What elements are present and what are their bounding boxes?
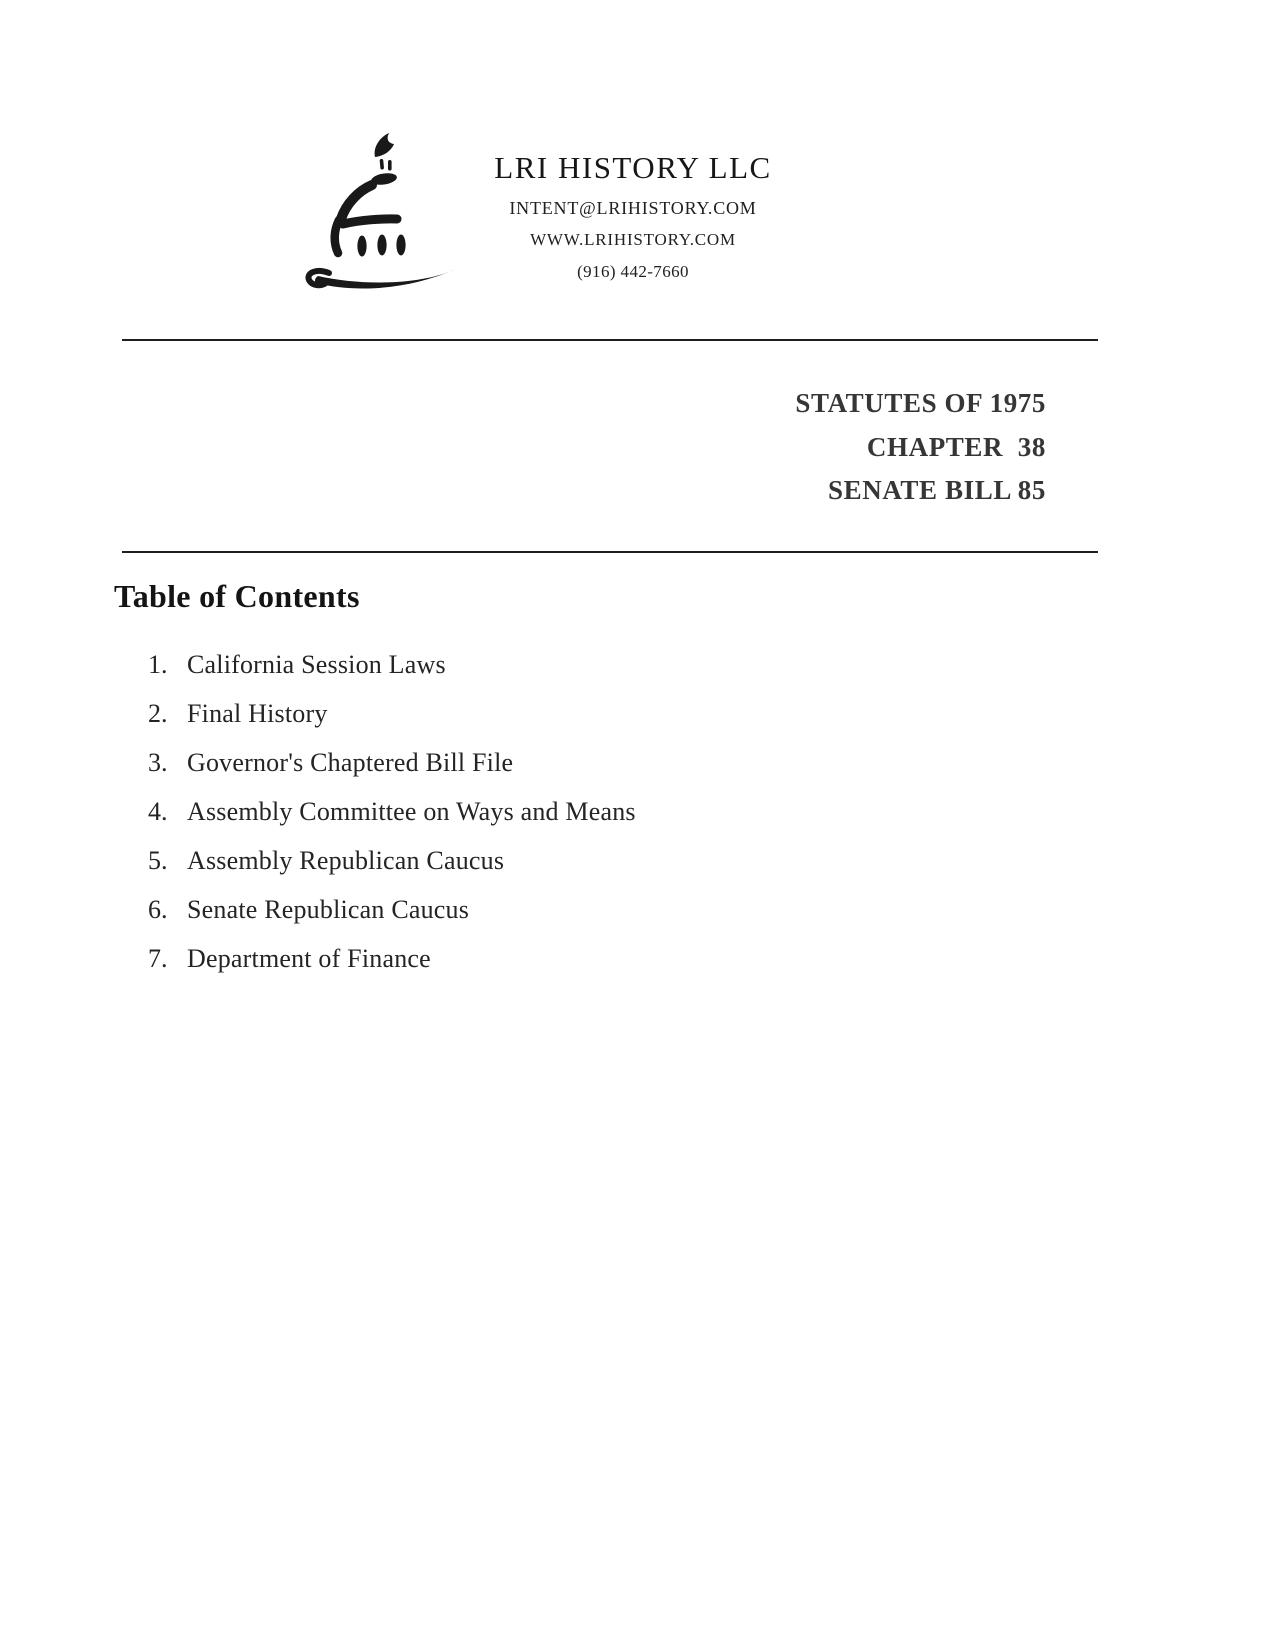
title-chapter-line: CHAPTER 38 [866,431,1046,462]
toc-item [148,798,636,826]
toc-item [148,651,636,679]
company-website: WWW.LRIHISTORY.COM [530,230,736,249]
toc-item-number: 6. [148,895,168,924]
toc-item-label: Assembly Committee on Ways and Means [187,797,636,826]
dome-curve [341,185,372,219]
toc-item-number: 4. [148,797,168,826]
toc-item [148,896,636,924]
toc-item [148,749,636,777]
company-name: LRI HISTORY LLC [494,150,772,185]
toc-item-label: California Session Laws [187,650,446,679]
capitol-dome-icon [296,126,462,292]
toc-item-label: Final History [187,699,328,728]
toc-item-number: 2. [148,699,168,728]
toc-list [148,651,636,994]
toc-item-number: 7. [148,944,168,973]
toc-item-label: Senate Republican Caucus [187,895,470,924]
toc-item-label: Department of Finance [187,944,431,973]
toc-item [148,945,636,973]
drum-line [343,219,397,224]
column-mark [396,235,405,256]
flag-icon [375,133,394,157]
toc-item-number: 3. [148,748,168,777]
toc-item-label: Governor's Chaptered Bill File [187,748,514,777]
company-phone: (916) 442-7660 [577,262,689,281]
toc-item [148,700,636,728]
toc-item-number: 5. [148,846,168,875]
company-email: INTENT@LRIHISTORY.COM [509,198,757,218]
column-mark [377,235,386,256]
lantern-tick [388,160,392,171]
base-swoosh [315,269,456,289]
toc-heading: Table of Contents [114,578,360,614]
column-mark [357,236,366,257]
horizontal-rule-bottom [122,551,1098,553]
document-title-block [795,382,1046,513]
title-statutes-line: STATUTES OF 1975 [795,388,1046,418]
toc-item [148,847,636,875]
lantern-tick [380,159,385,170]
letterhead [450,150,816,282]
title-senate-bill-line: SENATE BILL 85 [828,475,1046,505]
horizontal-rule-top [122,339,1098,341]
toc-item-number: 1. [148,650,168,679]
toc-item-label: Assembly Republican Caucus [187,846,505,875]
company-logo [296,126,462,292]
dome-left-edge [335,220,339,253]
